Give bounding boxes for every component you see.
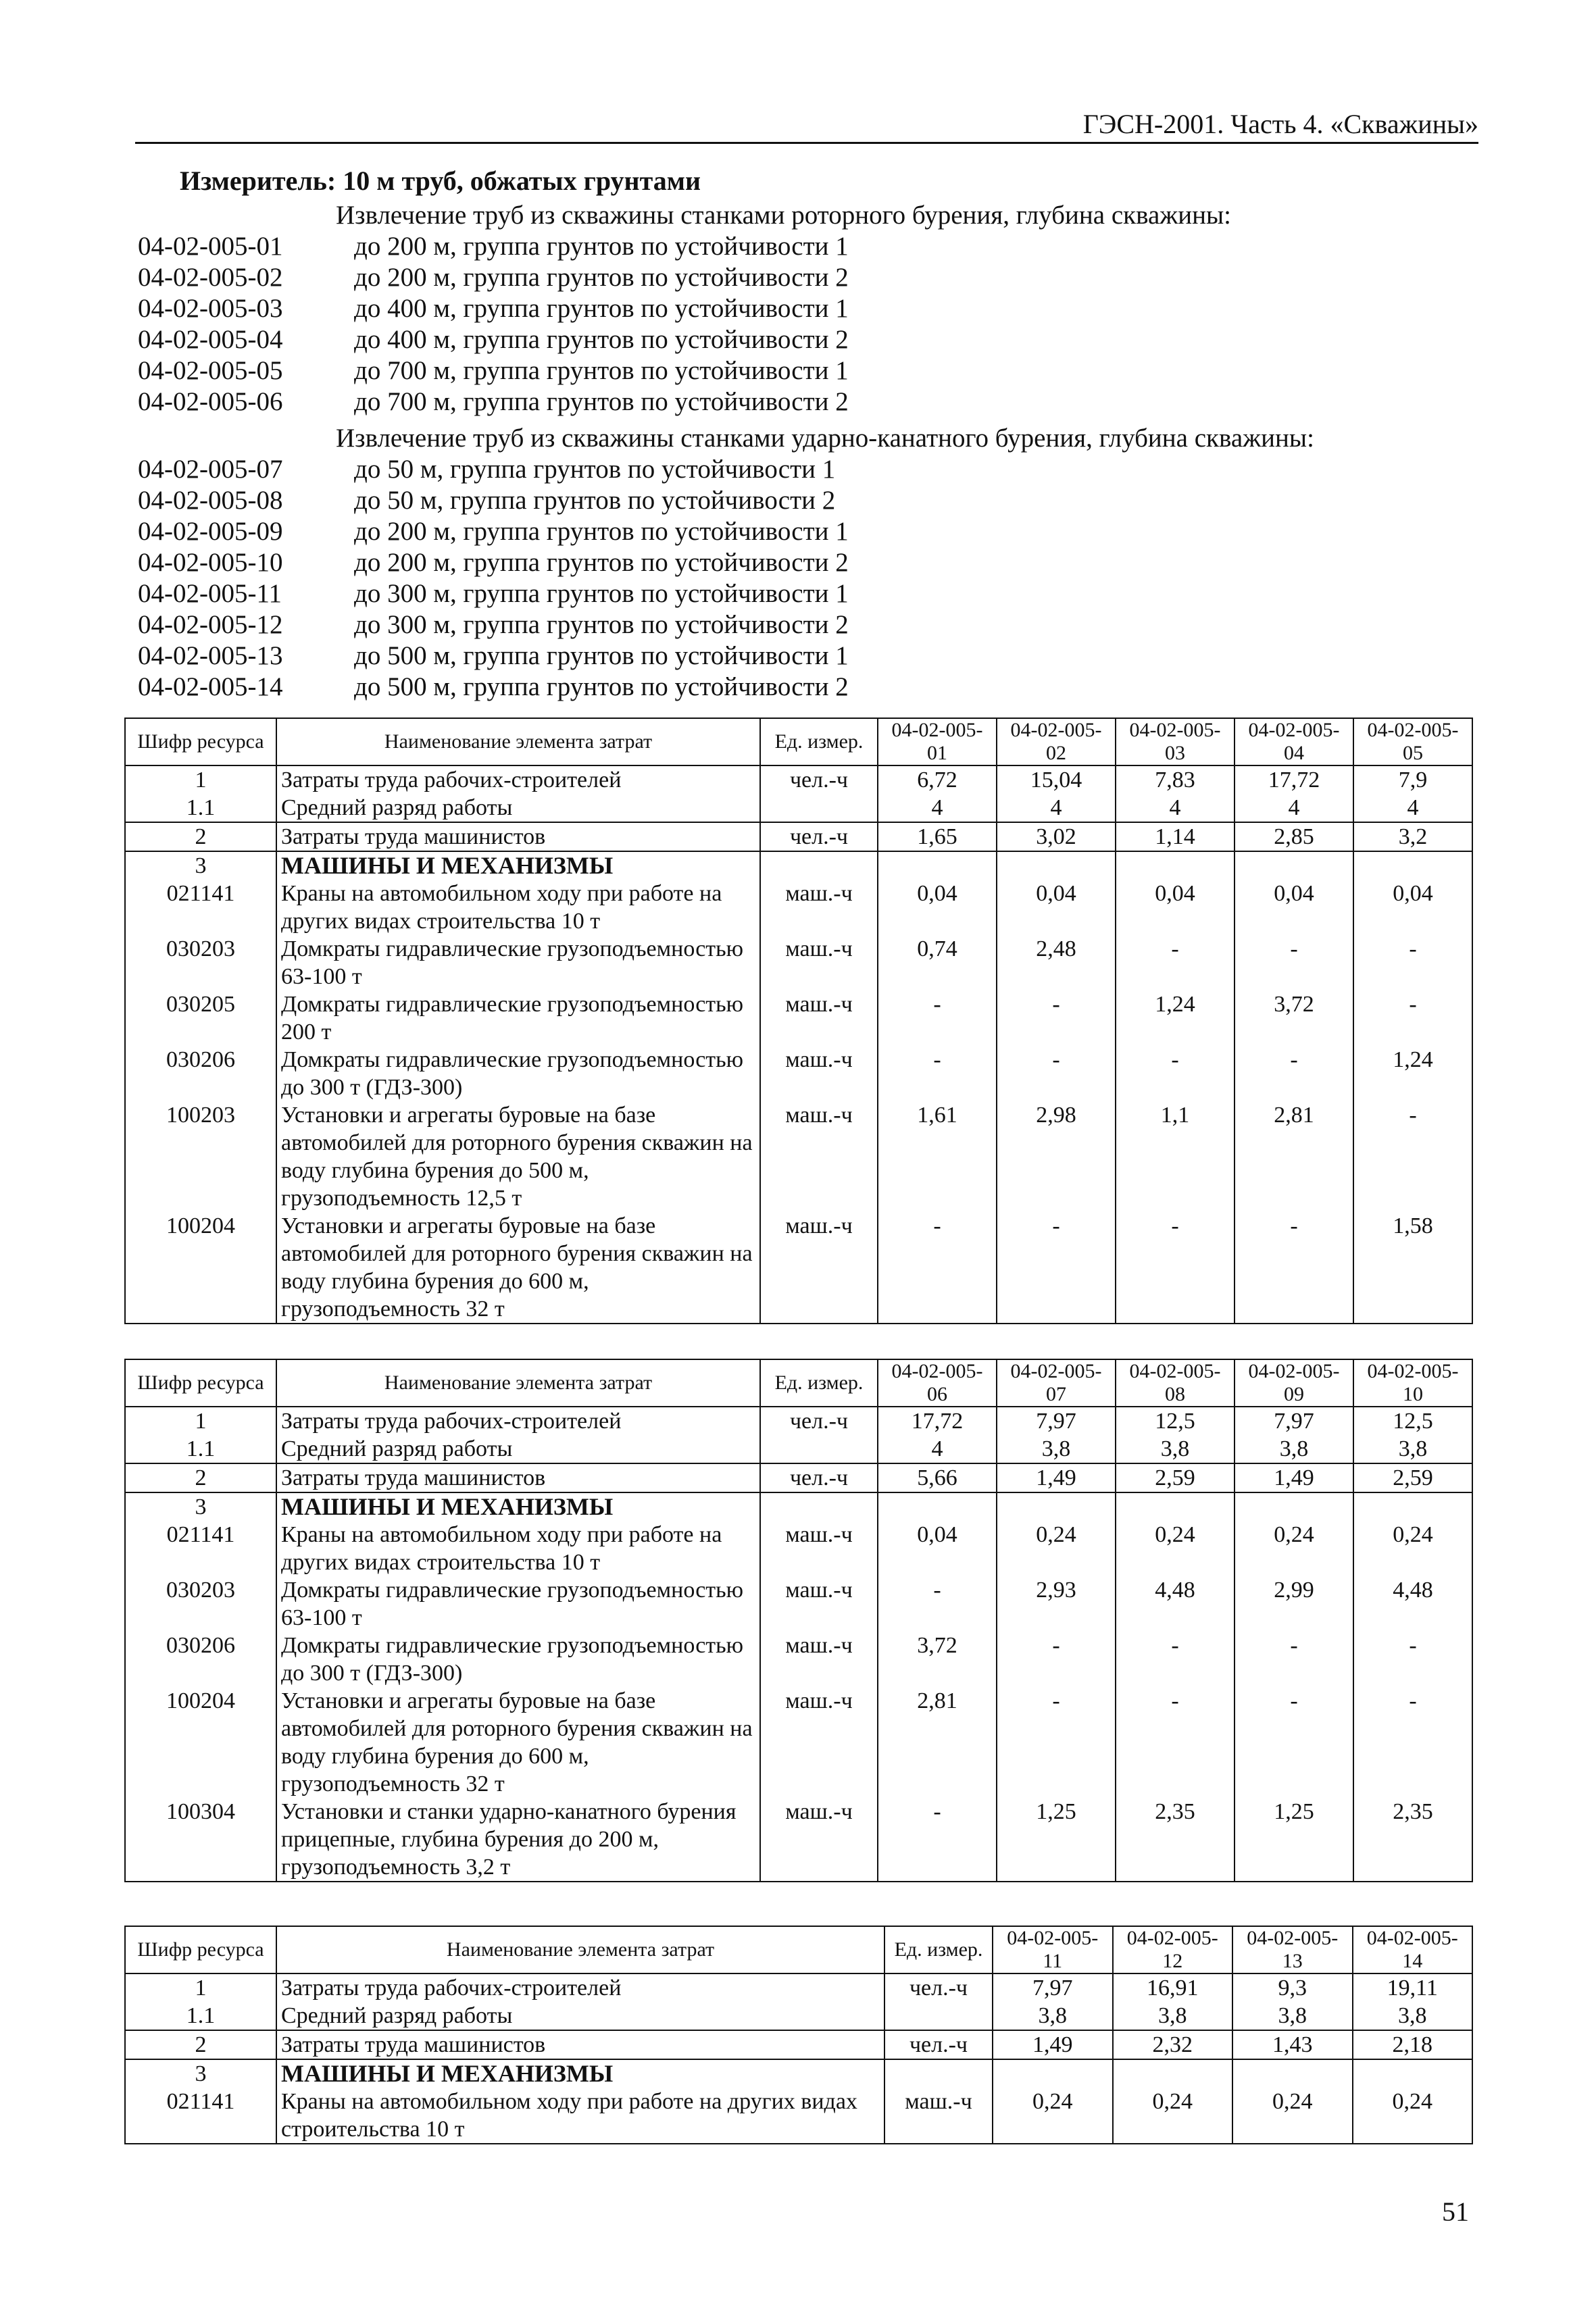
resource-code: 3 (125, 1492, 276, 1521)
resource-name: МАШИНЫ И МЕХАНИЗМЫ (276, 2059, 884, 2088)
resource-value: 0,04 (878, 880, 997, 935)
norm-code: 04-02-005-14 (138, 672, 283, 701)
resource-value: - (997, 1687, 1116, 1798)
resource-unit (760, 794, 878, 822)
resource-value: 1,43 (1232, 2030, 1353, 2059)
table-row (125, 1973, 1472, 2002)
resource-value (997, 851, 1116, 880)
resource-value: 1,25 (1235, 1798, 1353, 1882)
header-norm-code: 04-02-005-03 (1116, 718, 1235, 765)
resource-value: 1,24 (1116, 990, 1235, 1046)
resource-value: - (1353, 990, 1472, 1046)
group-title: Извлечение труб из скважины станками роторного бурения, глубина скважины: (336, 201, 1232, 230)
resource-value: - (878, 1576, 997, 1632)
resource-value: - (997, 1046, 1116, 1101)
resource-value: - (997, 990, 1116, 1046)
resource-value: - (1235, 935, 1353, 990)
resource-value: 4 (997, 794, 1116, 822)
resource-name: Домкраты гидравлические грузоподъемностью 200 т (276, 990, 760, 1046)
norm-description: до 200 м, группа грунтов по устойчивости 2 (354, 263, 849, 292)
table-row (125, 1576, 1472, 1632)
resource-unit: чел.-ч (760, 822, 878, 851)
resource-value: 12,5 (1116, 1407, 1235, 1435)
resource-value: 3,8 (993, 2002, 1113, 2030)
page-number: 51 (1442, 2196, 1469, 2227)
resource-value: 0,24 (1232, 2088, 1353, 2144)
norm-code: 04-02-005-12 (138, 610, 283, 639)
resource-unit: маш.-ч (884, 2088, 993, 2144)
resource-value: 0,24 (1353, 1521, 1472, 1576)
resource-value: - (1116, 1687, 1235, 1798)
resource-value: 7,83 (1116, 765, 1235, 794)
resource-value: - (1116, 1632, 1235, 1687)
resource-value: 2,99 (1235, 1576, 1353, 1632)
resource-unit: маш.-ч (760, 1046, 878, 1101)
resource-value: 0,24 (993, 2088, 1113, 2144)
header-name: Наименование элемента затрат (276, 1926, 884, 1973)
resource-name: МАШИНЫ И МЕХАНИЗМЫ (276, 1492, 760, 1521)
table-row (125, 990, 1472, 1046)
norm-code: 04-02-005-04 (138, 325, 283, 354)
resource-value: - (1235, 1212, 1353, 1324)
resource-unit: маш.-ч (760, 990, 878, 1046)
norm-code: 04-02-005-01 (138, 232, 283, 261)
resource-table-2 (124, 1359, 1473, 1882)
resource-value: - (878, 1046, 997, 1101)
resource-unit (884, 2002, 993, 2030)
header-code: Шифр ресурса (125, 1926, 276, 1973)
header-norm-code: 04-02-005-01 (878, 718, 997, 765)
resource-unit: маш.-ч (760, 1576, 878, 1632)
resource-value: 0,24 (1116, 1521, 1235, 1576)
resource-value (1116, 851, 1235, 880)
header-norm-code: 04-02-005-09 (1235, 1359, 1353, 1407)
norm-description: до 700 м, группа грунтов по устойчивости 2 (354, 387, 849, 416)
resource-code: 1.1 (125, 2002, 276, 2030)
resource-value: 19,11 (1353, 1973, 1473, 2002)
resource-unit: маш.-ч (760, 880, 878, 935)
resource-value: - (1235, 1687, 1353, 1798)
norm-description: до 300 м, группа грунтов по устойчивости 1 (354, 579, 849, 608)
resource-value: 3,72 (878, 1632, 997, 1687)
resource-value (1232, 2059, 1353, 2088)
header-norm-code: 04-02-005-10 (1353, 1359, 1472, 1407)
table-row (125, 1687, 1472, 1798)
resource-value (1353, 2059, 1473, 2088)
resource-value: 5,66 (878, 1463, 997, 1492)
resource-value: - (1353, 1101, 1472, 1212)
table-header-row (125, 1926, 1472, 1973)
measure-heading: Измеритель: 10 м труб, обжатых грунтами (180, 166, 701, 196)
resource-name: Краны на автомобильном ходу при работе на других видах строительства 10 т (276, 880, 760, 935)
header-code: Шифр ресурса (125, 718, 276, 765)
resource-value: 0,74 (878, 935, 997, 990)
norm-code: 04-02-005-03 (138, 294, 283, 323)
resource-value: 0,04 (1353, 880, 1472, 935)
resource-name: Затраты труда рабочих-строителей (276, 765, 760, 794)
resource-unit: маш.-ч (760, 1521, 878, 1576)
norm-code: 04-02-005-09 (138, 517, 283, 546)
resource-value: 1,65 (878, 822, 997, 851)
norm-description: до 50 м, группа грунтов по устойчивости 2 (354, 486, 836, 515)
running-title: ГЭСН-2001. Часть 4. «Скважины» (1082, 109, 1478, 139)
resource-name: Средний разряд работы (276, 794, 760, 822)
resource-value: 7,97 (1235, 1407, 1353, 1435)
norm-description: до 200 м, группа грунтов по устойчивости 2 (354, 548, 849, 577)
table-row (125, 1798, 1472, 1882)
table-row (125, 1212, 1472, 1324)
resource-value: 3,8 (1116, 1435, 1235, 1463)
resource-value: 0,04 (878, 1521, 997, 1576)
header-norm-code: 04-02-005-11 (993, 1926, 1113, 1973)
resource-value: 4 (1353, 794, 1472, 822)
resource-value (997, 1492, 1116, 1521)
resource-value: 15,04 (997, 765, 1116, 794)
header-norm-code: 04-02-005-13 (1232, 1926, 1353, 1973)
resource-value: 4 (878, 794, 997, 822)
resource-code: 030206 (125, 1632, 276, 1687)
resource-code: 1.1 (125, 1435, 276, 1463)
norm-description: до 200 м, группа грунтов по устойчивости 1 (354, 232, 849, 261)
resource-value: 1,25 (997, 1798, 1116, 1882)
header-norm-code: 04-02-005-07 (997, 1359, 1116, 1407)
resource-value: 2,35 (1116, 1798, 1235, 1882)
table-row (125, 1492, 1472, 1521)
resource-value: 0,24 (1353, 2088, 1473, 2144)
resource-value (878, 851, 997, 880)
resource-value: - (878, 1798, 997, 1882)
resource-name: Домкраты гидравлические грузоподъемностью 63-100 т (276, 935, 760, 990)
resource-code: 1 (125, 1407, 276, 1435)
resource-value: - (1116, 935, 1235, 990)
resource-value: 2,18 (1353, 2030, 1473, 2059)
resource-value: 4 (878, 1435, 997, 1463)
resource-unit (760, 851, 878, 880)
norm-description: до 400 м, группа грунтов по устойчивости 2 (354, 325, 849, 354)
resource-value: 1,24 (1353, 1046, 1472, 1101)
resource-value: 0,24 (997, 1521, 1116, 1576)
resource-unit (884, 2059, 993, 2088)
norm-description: до 50 м, группа грунтов по устойчивости 1 (354, 455, 836, 484)
resource-value: 7,97 (993, 1973, 1113, 2002)
resource-name: Средний разряд работы (276, 1435, 760, 1463)
resource-name: Затраты труда машинистов (276, 822, 760, 851)
table-row (125, 794, 1472, 822)
resource-value: - (878, 1212, 997, 1324)
header-rule (135, 142, 1478, 144)
table-row (125, 1407, 1472, 1435)
header-unit: Ед. измер. (760, 1359, 878, 1407)
resource-value: 2,81 (1235, 1101, 1353, 1212)
resource-value (1116, 1492, 1235, 1521)
resource-unit: маш.-ч (760, 1687, 878, 1798)
resource-name: Затраты труда машинистов (276, 2030, 884, 2059)
resource-code: 021141 (125, 2088, 276, 2144)
resource-value: 1,49 (997, 1463, 1116, 1492)
resource-value: 17,72 (1235, 765, 1353, 794)
table-header-row (125, 1359, 1472, 1407)
resource-value: 0,04 (1116, 880, 1235, 935)
resource-name: Затраты труда рабочих-строителей (276, 1407, 760, 1435)
resource-name: Затраты труда рабочих-строителей (276, 1973, 884, 2002)
header-norm-code: 04-02-005-14 (1353, 1926, 1473, 1973)
resource-value (993, 2059, 1113, 2088)
resource-value: 2,35 (1353, 1798, 1472, 1882)
resource-name: Установки и агрегаты буровые на базе автомобилей для роторного бурения скважин на воду глубина бурения до 600 м, грузоподъемность 32 т (276, 1212, 760, 1324)
resource-code: 100203 (125, 1101, 276, 1212)
table-row (125, 1101, 1472, 1212)
norm-code: 04-02-005-06 (138, 387, 283, 416)
norm-code: 04-02-005-07 (138, 455, 283, 484)
resource-table-3 (124, 1926, 1473, 2144)
resource-value: 1,49 (993, 2030, 1113, 2059)
resource-value (1353, 851, 1472, 880)
resource-value: 4,48 (1116, 1576, 1235, 1632)
resource-unit: маш.-ч (760, 935, 878, 990)
table-row (125, 935, 1472, 990)
norm-description: до 400 м, группа грунтов по устойчивости 1 (354, 294, 849, 323)
resource-code: 100304 (125, 1798, 276, 1882)
resource-value: 2,93 (997, 1576, 1116, 1632)
norm-description: до 700 м, группа грунтов по устойчивости 1 (354, 356, 849, 385)
table-row (125, 1046, 1472, 1101)
resource-code: 030206 (125, 1046, 276, 1101)
table-row (125, 2002, 1472, 2030)
norm-description: до 300 м, группа грунтов по устойчивости 2 (354, 610, 849, 639)
table-row (125, 1521, 1472, 1576)
header-name: Наименование элемента затрат (276, 1359, 760, 1407)
norm-code: 04-02-005-05 (138, 356, 283, 385)
resource-value: 1,14 (1116, 822, 1235, 851)
resource-value: 3,72 (1235, 990, 1353, 1046)
resource-value: - (997, 1212, 1116, 1324)
table-row (125, 1463, 1472, 1492)
resource-value: 2,98 (997, 1101, 1116, 1212)
resource-code: 2 (125, 1463, 276, 1492)
header-name: Наименование элемента затрат (276, 718, 760, 765)
resource-value: 3,8 (1232, 2002, 1353, 2030)
resource-value: 9,3 (1232, 1973, 1353, 2002)
header-norm-code: 04-02-005-12 (1113, 1926, 1233, 1973)
resource-value: 2,59 (1116, 1463, 1235, 1492)
resource-value (1353, 1492, 1472, 1521)
norm-code: 04-02-005-13 (138, 641, 283, 670)
resource-unit: маш.-ч (760, 1212, 878, 1324)
resource-value: 0,04 (997, 880, 1116, 935)
resource-value: 12,5 (1353, 1407, 1472, 1435)
norm-code: 04-02-005-11 (138, 579, 282, 608)
resource-value: 2,85 (1235, 822, 1353, 851)
resource-value (878, 1492, 997, 1521)
resource-name: Краны на автомобильном ходу при работе на других видах строительства 10 т (276, 2088, 884, 2144)
resource-unit: чел.-ч (760, 1407, 878, 1435)
table-row (125, 851, 1472, 880)
table-row (125, 2059, 1472, 2088)
resource-name: Затраты труда машинистов (276, 1463, 760, 1492)
resource-value: - (1235, 1046, 1353, 1101)
resource-unit: маш.-ч (760, 1632, 878, 1687)
resource-value (1235, 1492, 1353, 1521)
resource-value (1113, 2059, 1233, 2088)
resource-code: 100204 (125, 1687, 276, 1798)
resource-table-1 (124, 718, 1473, 1324)
resource-value: - (1353, 1687, 1472, 1798)
resource-value: 0,24 (1113, 2088, 1233, 2144)
resource-value: - (1353, 1632, 1472, 1687)
header-unit: Ед. измер. (884, 1926, 993, 1973)
table-header-row (125, 718, 1472, 765)
table-row (125, 1632, 1472, 1687)
norm-description: до 500 м, группа грунтов по устойчивости 2 (354, 672, 849, 701)
resource-value: 6,72 (878, 765, 997, 794)
resource-value: 3,8 (1235, 1435, 1353, 1463)
resource-unit: чел.-ч (884, 1973, 993, 2002)
resource-value: 3,8 (1113, 2002, 1233, 2030)
resource-unit: чел.-ч (760, 1463, 878, 1492)
resource-value: 4 (1235, 794, 1353, 822)
resource-code: 2 (125, 822, 276, 851)
resource-name: Установки и агрегаты буровые на базе автомобилей для роторного бурения скважин на воду глубина бурения до 500 м, грузоподъемность 12,5 т (276, 1101, 760, 1212)
resource-value: 7,97 (997, 1407, 1116, 1435)
resource-unit: маш.-ч (760, 1798, 878, 1882)
resource-unit (760, 1435, 878, 1463)
group-title: Извлечение труб из скважины станками ударно-канатного бурения, глубина скважины: (336, 424, 1314, 453)
resource-name: Установки и агрегаты буровые на базе автомобилей для роторного бурения скважин на воду глубина бурения до 600 м, грузоподъемность 32 т (276, 1687, 760, 1798)
resource-unit: маш.-ч (760, 1101, 878, 1212)
header-code: Шифр ресурса (125, 1359, 276, 1407)
table-row (125, 1435, 1472, 1463)
resource-value: 2,81 (878, 1687, 997, 1798)
resource-value: 16,91 (1113, 1973, 1233, 2002)
norm-description: до 500 м, группа грунтов по устойчивости 1 (354, 641, 849, 670)
resource-name: Краны на автомобильном ходу при работе на других видах строительства 10 т (276, 1521, 760, 1576)
resource-code: 021141 (125, 880, 276, 935)
resource-code: 3 (125, 851, 276, 880)
resource-name: МАШИНЫ И МЕХАНИЗМЫ (276, 851, 760, 880)
resource-value: - (1116, 1212, 1235, 1324)
resource-code: 1 (125, 1973, 276, 2002)
header-norm-code: 04-02-005-05 (1353, 718, 1472, 765)
resource-name: Домкраты гидравлические грузоподъемностью до 300 т (ГДЗ-300) (276, 1632, 760, 1687)
header-norm-code: 04-02-005-04 (1235, 718, 1353, 765)
resource-value: 3,02 (997, 822, 1116, 851)
resource-value: 1,61 (878, 1101, 997, 1212)
resource-value: - (1235, 1632, 1353, 1687)
norm-description: до 200 м, группа грунтов по устойчивости 1 (354, 517, 849, 546)
resource-code: 2 (125, 2030, 276, 2059)
resource-value: 3,8 (997, 1435, 1116, 1463)
resource-value: 1,49 (1235, 1463, 1353, 1492)
resource-value (1235, 851, 1353, 880)
table-row (125, 765, 1472, 794)
resource-unit: чел.-ч (760, 765, 878, 794)
resource-value: 0,24 (1235, 1521, 1353, 1576)
resource-value: 0,04 (1235, 880, 1353, 935)
resource-code: 1.1 (125, 794, 276, 822)
table-row (125, 2030, 1472, 2059)
resource-name: Домкраты гидравлические грузоподъемностью до 300 т (ГДЗ-300) (276, 1046, 760, 1101)
resource-name: Установки и станки ударно-канатного бурения прицепные, глубина бурения до 200 м, грузоподъемность 3,2 т (276, 1798, 760, 1882)
table-row (125, 822, 1472, 851)
resource-value: - (1353, 935, 1472, 990)
norm-code: 04-02-005-02 (138, 263, 283, 292)
resource-value: 2,48 (997, 935, 1116, 990)
resource-name: Домкраты гидравлические грузоподъемностью 63-100 т (276, 1576, 760, 1632)
resource-code: 100204 (125, 1212, 276, 1324)
resource-value: 4,48 (1353, 1576, 1472, 1632)
resource-name: Средний разряд работы (276, 2002, 884, 2030)
resource-code: 1 (125, 765, 276, 794)
header-norm-code: 04-02-005-08 (1116, 1359, 1235, 1407)
resource-code: 3 (125, 2059, 276, 2088)
norm-code: 04-02-005-08 (138, 486, 283, 515)
resource-value: 2,32 (1113, 2030, 1233, 2059)
resource-value: 2,59 (1353, 1463, 1472, 1492)
resource-unit: чел.-ч (884, 2030, 993, 2059)
table-row (125, 880, 1472, 935)
resource-value: 7,9 (1353, 765, 1472, 794)
resource-value: 17,72 (878, 1407, 997, 1435)
resource-code: 030203 (125, 1576, 276, 1632)
resource-code: 030205 (125, 990, 276, 1046)
resource-value: 3,8 (1353, 1435, 1472, 1463)
resource-value: 3,8 (1353, 2002, 1473, 2030)
resource-value: - (878, 990, 997, 1046)
resource-value: 1,58 (1353, 1212, 1472, 1324)
header-norm-code: 04-02-005-06 (878, 1359, 997, 1407)
resource-value: 4 (1116, 794, 1235, 822)
resource-unit (760, 1492, 878, 1521)
table-row (125, 2088, 1472, 2144)
resource-value: - (1116, 1046, 1235, 1101)
header-unit: Ед. измер. (760, 718, 878, 765)
resource-value: 3,2 (1353, 822, 1472, 851)
resource-value: - (997, 1632, 1116, 1687)
resource-value: 1,1 (1116, 1101, 1235, 1212)
resource-code: 021141 (125, 1521, 276, 1576)
norm-code: 04-02-005-10 (138, 548, 283, 577)
header-norm-code: 04-02-005-02 (997, 718, 1116, 765)
resource-code: 030203 (125, 935, 276, 990)
